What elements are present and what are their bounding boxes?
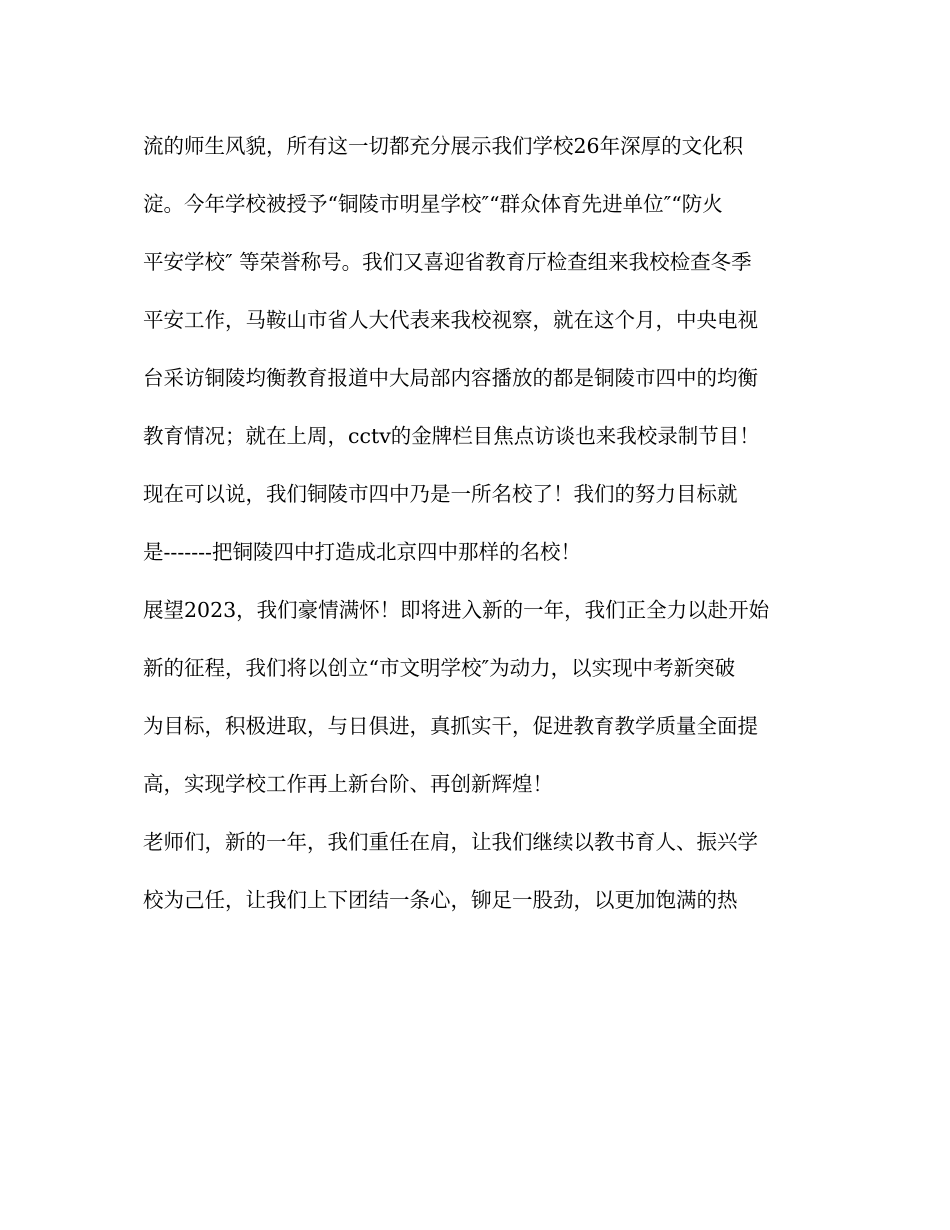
text-line: 台采访铜陵均衡教育报道中大局部内容播放的都是铜陵市四中的均衡 <box>143 366 758 390</box>
body-text <box>143 122 823 934</box>
text-line: 是-------把铜陵四中打造成北京四中那样的名校！ <box>143 540 581 564</box>
text-line: 为目标，积极进取，与日俱进，真抓实干，促进教育教学质量全面提 <box>143 714 758 738</box>
text-line: 淀。今年学校被授予“铜陵市明星学校″“群众体育先进单位″“防火 <box>143 192 723 216</box>
text-line: 展望2023，我们豪情满怀！即将进入新的一年，我们正全力以赴开始 <box>143 598 770 622</box>
text-line: 现在可以说，我们铜陵市四中乃是一所名校了！我们的努力目标就 <box>143 482 738 506</box>
text-line: 高，实现学校工作再上新台阶、再创新辉煌！ <box>143 772 553 796</box>
text-line: 教育情况；就在上周，cctv的金牌栏目焦点访谈也来我校录制节目！ <box>143 424 760 448</box>
text-line: 新的征程，我们将以创立“市文明学校″为动力，以实现中考新突破 <box>143 656 736 680</box>
text-line: 老师们，新的一年，我们重任在肩，让我们继续以教书育人、振兴学 <box>143 830 758 854</box>
text-line: 平安学校″ 等荣誉称号。我们又喜迎省教育厅检查组来我校检查冬季 <box>143 250 752 274</box>
text-line: 流的师生风貌，所有这一切都充分展示我们学校26年深厚的文化积 <box>143 134 744 158</box>
text-line: 平安工作，马鞍山市省人大代表来我校视察，就在这个月，中央电视 <box>143 308 758 332</box>
text-line: 校为己任，让我们上下团结一条心，铆足一股劲，以更加饱满的热 <box>143 888 738 912</box>
